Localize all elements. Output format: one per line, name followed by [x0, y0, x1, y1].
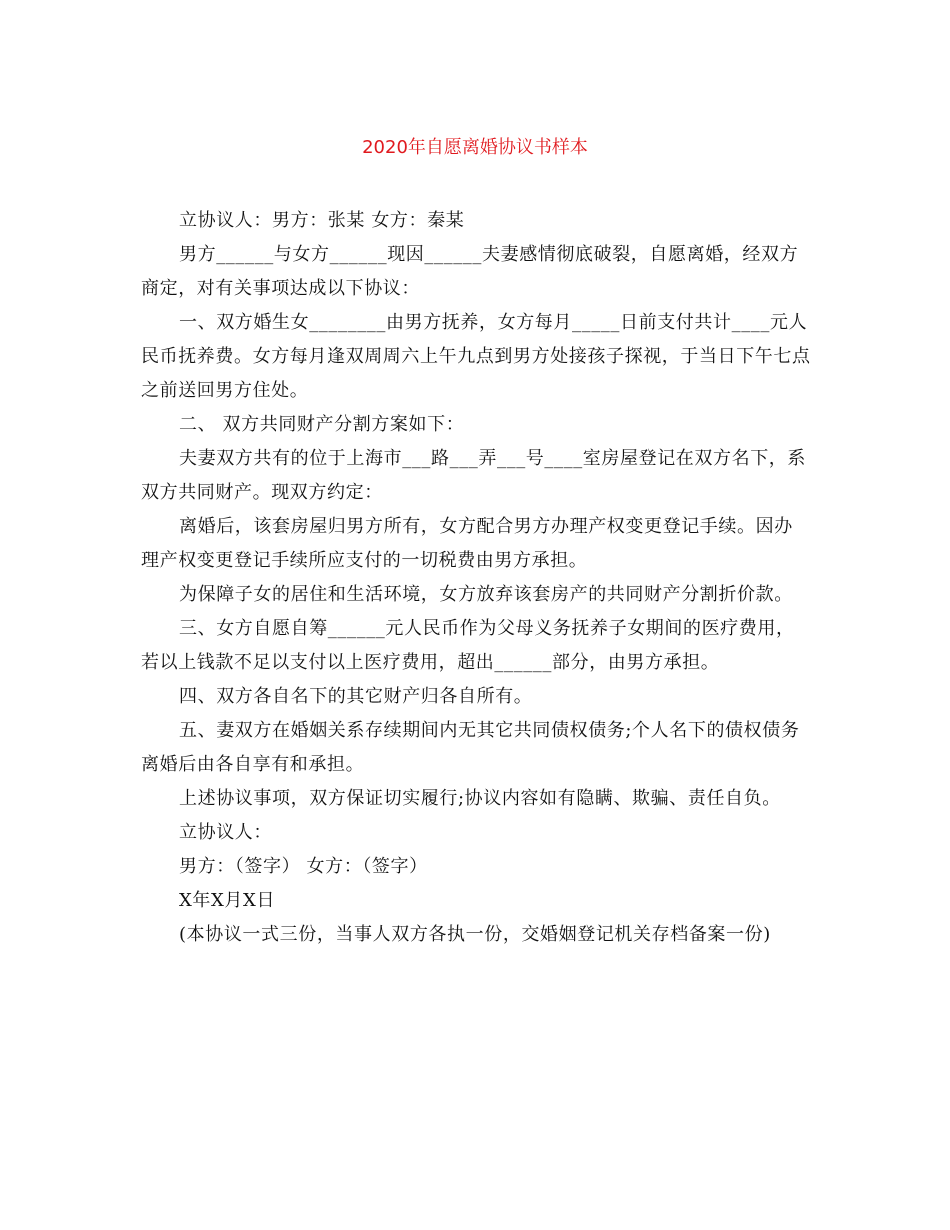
paragraph-copies-note: (本协议一式三份，当事人双方各执一份，交婚姻登记机关存档备案一份)	[179, 924, 771, 945]
paragraph-other-property: 四、双方各自名下的其它财产归各自所有。	[179, 686, 533, 707]
paragraph-date: X年X月X日	[179, 890, 276, 911]
paragraph-child-custody: 一、双方婚生女________由男方抚养，女方每月_____日前支付共计____元人民币抚养费。女方每月逢双周周六上午九点到男方处接孩子探视，于当日下午七点之前送回男方住处。	[141, 312, 811, 401]
paragraph-preamble: 男方______与女方______现因______夫妻感情彻底破裂，自愿离婚，经双方商定，对有关事项达成以下协议：	[141, 244, 799, 299]
paragraph-property-heading: 二、 双方共同财产分割方案如下：	[179, 414, 465, 435]
document-title: 2020年自愿离婚协议书样本	[362, 137, 588, 158]
paragraph-debts: 五、妻双方在婚姻关系存续期间内无其它共同债权债务;个人名下的债权债务离婚后由各自享有和承担。	[141, 720, 800, 775]
paragraph-guarantee: 上述协议事项，双方保证切实履行;协议内容如有隐瞒、欺骗、责任自负。	[179, 788, 781, 809]
paragraph-house-ownership: 夫妻双方共有的位于上海市___路___弄___号____室房屋登记在双方名下，系双方共同财产。现双方约定：	[141, 448, 806, 503]
paragraph-house-waiver: 为保障子女的居住和生活环境，女方放弃该套房产的共同财产分割折价款。	[179, 584, 793, 605]
paragraph-signatures: 男方：（签字） 女方：（签字）	[179, 856, 428, 877]
paragraph-medical-fees: 三、女方自愿自筹______元人民币作为父母义务抚养子女期间的医疗费用，若以上钱款不足以支付以上医疗费用，超出______部分，由男方承担。	[141, 618, 795, 673]
paragraph-parties: 立协议人：男方：张某 女方：秦某	[179, 210, 465, 231]
paragraph-signatories-label: 立协议人：	[179, 822, 272, 843]
document-body	[141, 204, 811, 952]
paragraph-house-transfer: 离婚后，该套房屋归男方所有，女方配合男方办理产权变更登记手续。因办理产权变更登记手续所应支付的一切税费由男方承担。	[141, 516, 793, 571]
